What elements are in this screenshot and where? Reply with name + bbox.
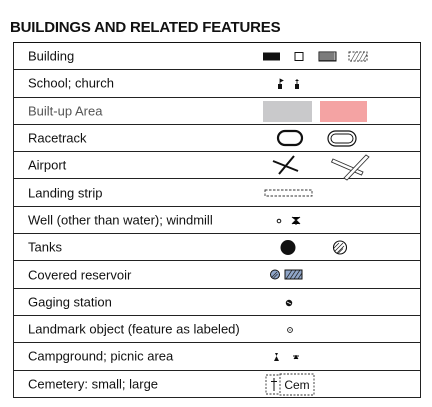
picnic-area-icon: [293, 355, 299, 359]
legend-row-school-church: [13, 70, 421, 97]
cemetery-large-icon: [280, 374, 314, 395]
built-up-gray-swatch: [263, 101, 312, 122]
row-label: Landing strip: [28, 185, 103, 201]
legend-row-covered-reservoir: [13, 261, 421, 288]
building-dashed-icon: [349, 52, 367, 61]
legend-row-built-up-area: [13, 98, 421, 125]
built-up-pink-swatch: [320, 101, 367, 122]
row-label: Racetrack: [28, 130, 87, 146]
row-label: Landmark object (feature as labeled): [28, 321, 240, 337]
well-icon: [277, 219, 281, 223]
row-label: Campground; picnic area: [28, 348, 174, 364]
airport-small-icon: [273, 156, 298, 174]
row-label: Gaging station: [28, 294, 112, 310]
covered-reservoir-rect-icon: [285, 270, 302, 279]
tank-filled-icon: [281, 240, 296, 255]
campground-icon: [274, 353, 279, 361]
covered-reservoir-round-icon: [271, 270, 280, 279]
legend-row-tanks: [13, 234, 421, 261]
building-open-icon: [295, 53, 303, 61]
row-label: Airport: [28, 157, 67, 173]
racetrack-small-icon: [278, 131, 302, 145]
row-label: Well (other than water); windmill: [28, 212, 213, 228]
legend-row-landing-strip: [13, 179, 421, 206]
legend-row-airport: [13, 152, 421, 179]
row-label: Building: [28, 48, 75, 64]
building-hatched-icon: [319, 52, 336, 61]
row-label: Tanks: [28, 239, 62, 255]
landmark-object-icon: [288, 328, 293, 333]
row-label: Cemetery: small; large: [28, 376, 159, 392]
legend-row-campground: [13, 343, 421, 370]
legend-row-well-windmill: [13, 207, 421, 234]
legend-row-gaging-station: [13, 289, 421, 316]
row-label: Covered reservoir: [28, 267, 132, 283]
row-label: Built-up Area: [28, 103, 103, 119]
racetrack-large-icon: [328, 131, 356, 146]
landing-strip-icon: [265, 190, 312, 196]
building-solid-icon: [263, 53, 280, 61]
row-label: School; church: [28, 75, 114, 91]
airport-large-icon: [332, 155, 370, 180]
legend-row-landmark-object: [13, 316, 421, 343]
church-icon: [295, 79, 299, 89]
cemetery-large-label: Cem: [284, 377, 310, 392]
legend-table: [13, 42, 421, 399]
school-icon: [278, 79, 283, 89]
gaging-station-icon: [286, 299, 292, 305]
windmill-icon: [292, 217, 300, 225]
legend-row-racetrack: [13, 125, 421, 152]
section-title: BUILDINGS AND RELATED FEATURES: [10, 19, 281, 36]
legend-row-cemetery: [13, 371, 421, 398]
tank-hatched-icon: [334, 241, 347, 254]
legend-row-building: [13, 43, 421, 70]
